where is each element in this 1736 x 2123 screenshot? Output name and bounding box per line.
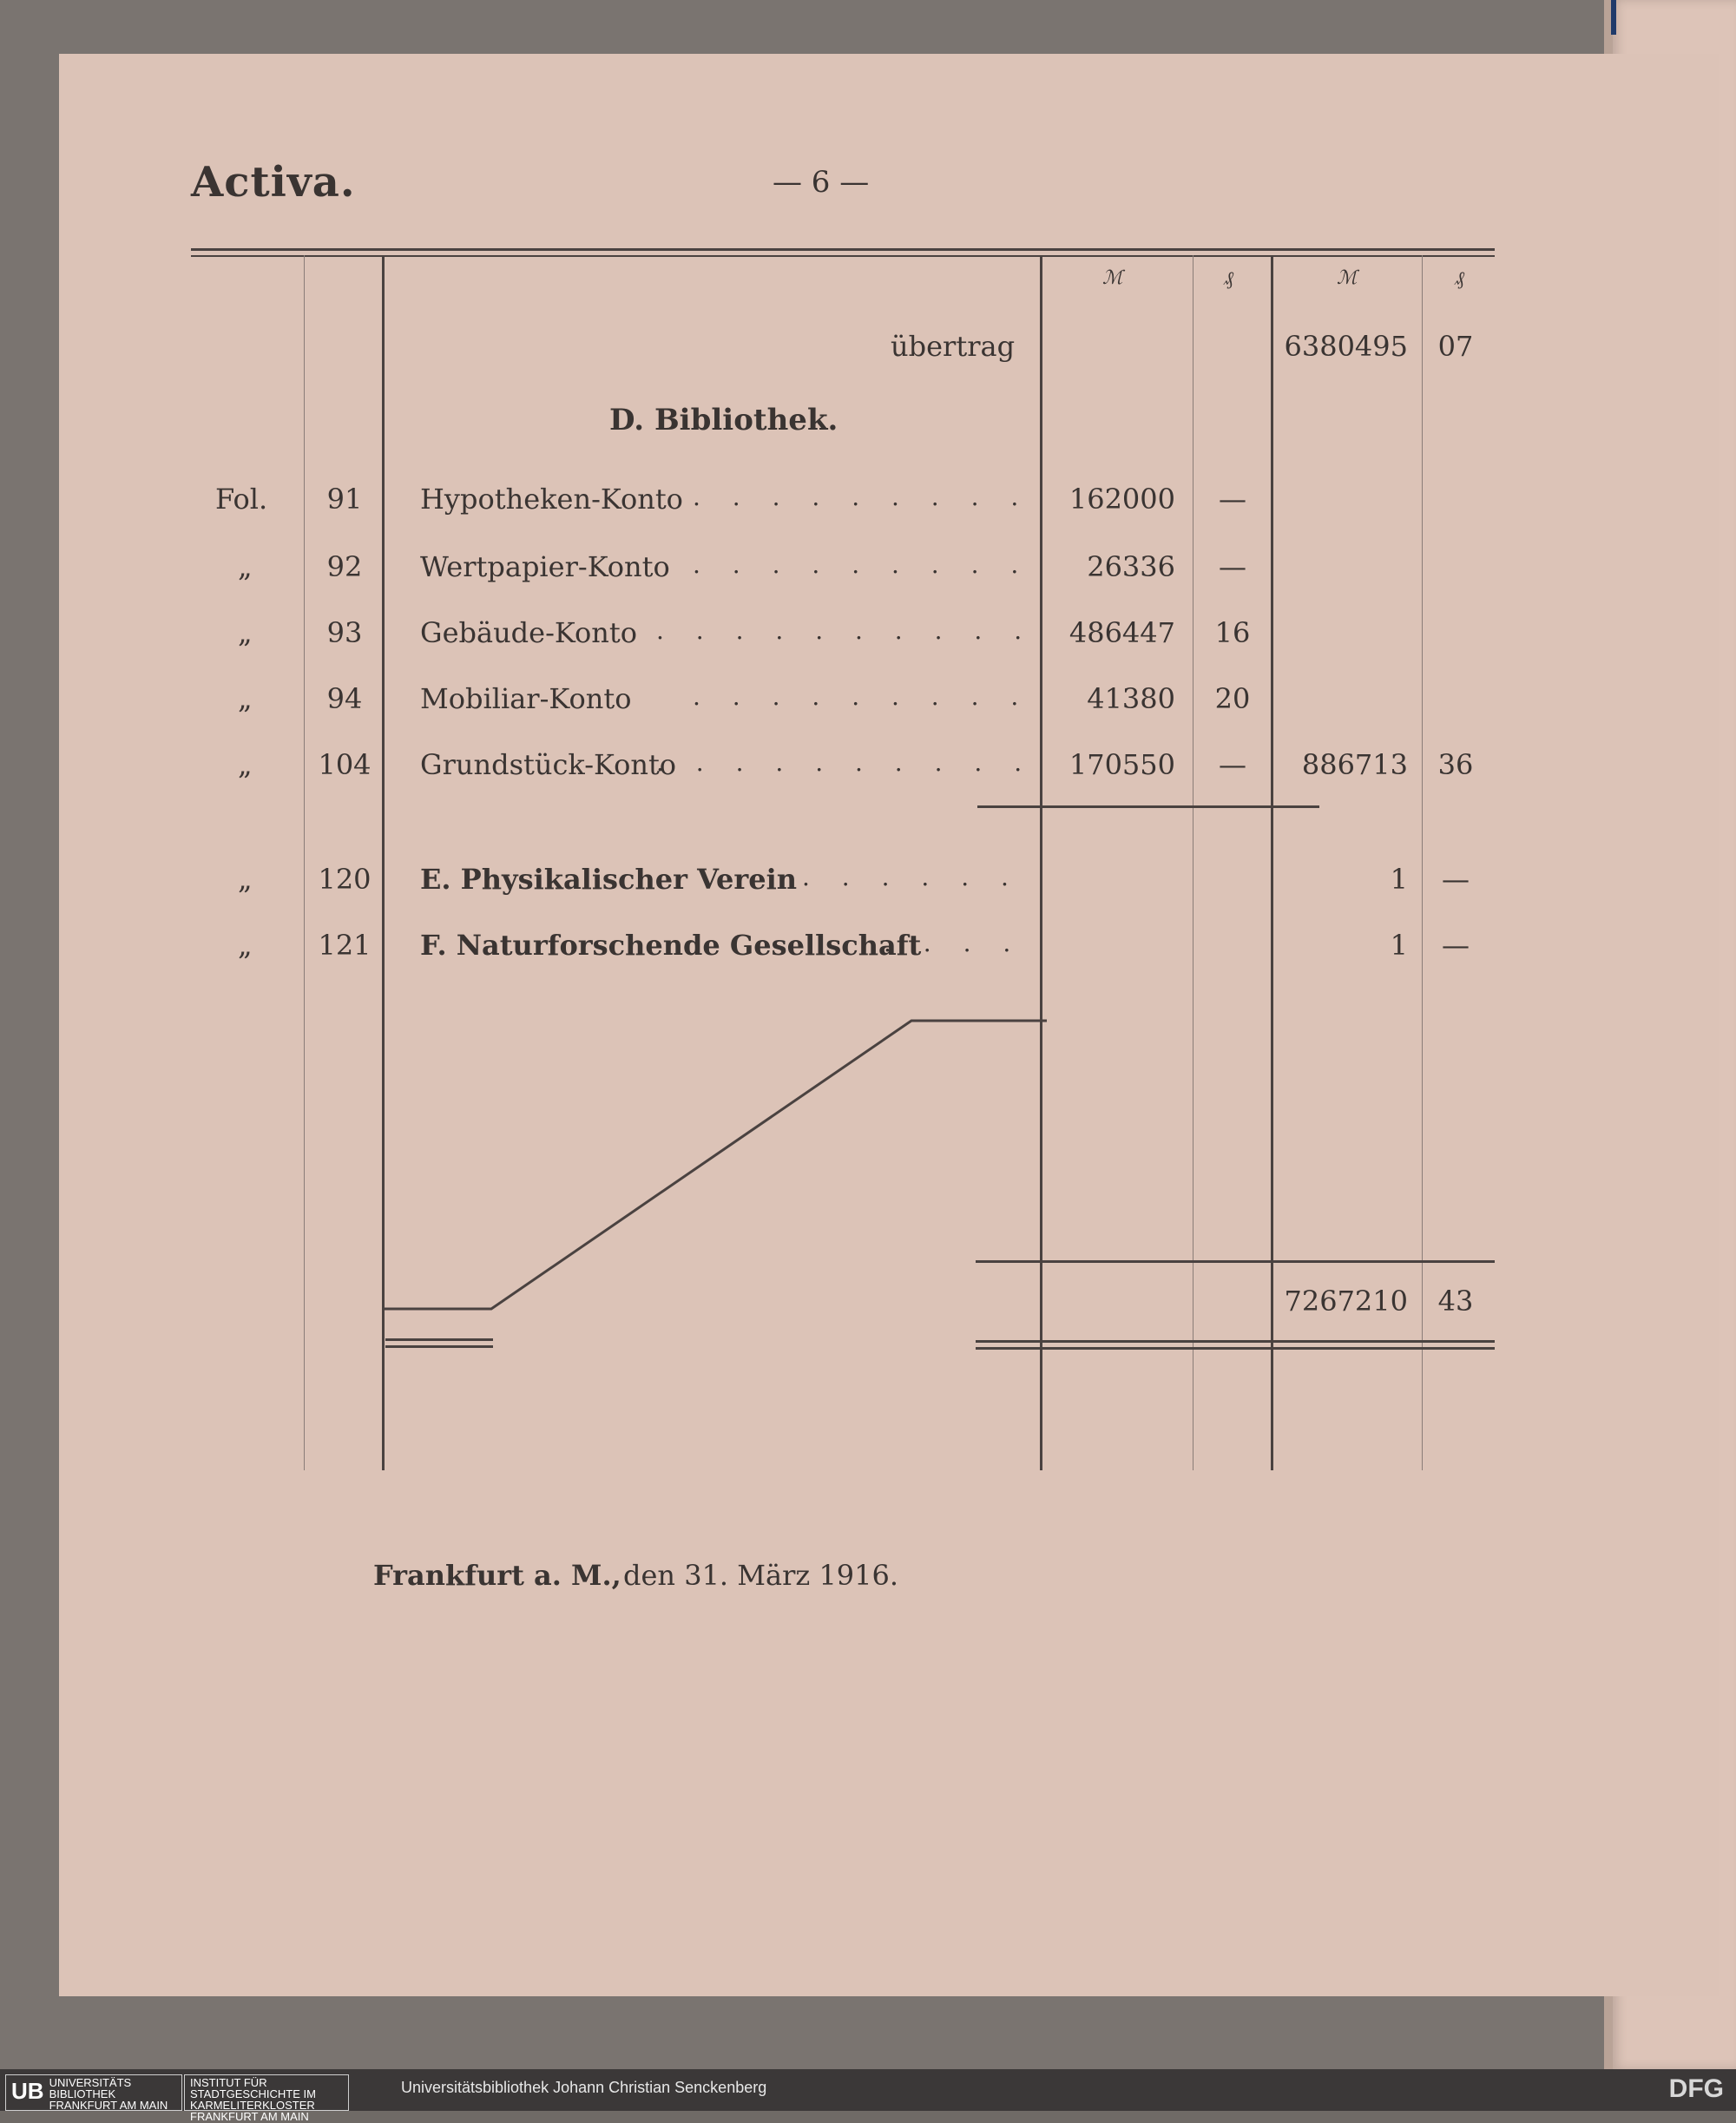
row-total-pf: —: [1442, 863, 1470, 896]
subtotal-rule: [977, 805, 1319, 808]
carry-label: übertrag: [891, 330, 1016, 363]
document-page: [59, 54, 1719, 1996]
left-double-rule-bottom: [385, 1345, 493, 1348]
row-fol: „: [238, 863, 253, 896]
total-pf-header: ₰: [1455, 268, 1464, 290]
row-total-mark: 1: [1390, 929, 1408, 962]
left-double-rule-top: [385, 1338, 493, 1341]
row-number: 93: [326, 616, 363, 649]
row-fol: „: [238, 616, 253, 649]
row-label: Gebäude-Konto: [420, 616, 637, 649]
section-d-title: D. Bibliothek.: [609, 403, 838, 437]
mark-header: ℳ: [1102, 267, 1123, 289]
row-label: Wertpapier-Konto: [420, 550, 670, 583]
dfg-logo: DFG: [1668, 2074, 1724, 2103]
total-rule: [976, 1260, 1495, 1263]
carry-mark: 6380495: [1284, 330, 1408, 363]
leader-dots: . . . . . . . . .: [693, 682, 1031, 711]
row-pf: —: [1219, 748, 1246, 781]
row-fol: „: [238, 682, 253, 715]
leader-dots: . . . . . .: [802, 863, 1021, 891]
ub-logo: [5, 2074, 182, 2111]
library-name: Universitätsbibliothek Johann Christian Senckenberg: [401, 2079, 767, 2096]
row-total-pf: —: [1442, 929, 1470, 962]
closing-date: den 31. März 1916.: [623, 1559, 899, 1592]
leader-dots: . . . . . . . . .: [693, 483, 1031, 511]
isg-logo-text: INSTITUT FÜR STADTGESCHICHTE IM KARMELITERKLOSTER FRANKFURT AM MAIN: [190, 2076, 316, 2123]
row-fol: „: [238, 929, 253, 962]
subtotal-pf: 36: [1437, 748, 1474, 781]
row-mark: 162000: [1069, 483, 1175, 516]
row-pf: —: [1219, 550, 1246, 583]
footer-bar: [0, 2069, 1736, 2123]
column-divider-fol: [304, 255, 305, 1470]
column-divider-total-pf: [1422, 255, 1423, 1470]
row-number: 94: [326, 682, 363, 715]
row-number: 121: [318, 929, 372, 962]
leader-dots: . . . . . . . . . .: [656, 616, 1035, 645]
leader-dots: . . . . . . . . .: [693, 550, 1031, 579]
column-divider-pf: [1193, 255, 1194, 1470]
row-label: Grundstück-Konto: [420, 748, 677, 781]
grand-total-mark: 7267210: [1284, 1285, 1408, 1318]
row-mark: 486447: [1069, 616, 1175, 649]
row-number: 104: [318, 748, 372, 781]
isg-logo: [184, 2074, 349, 2123]
double-rule-bottom: [976, 1347, 1495, 1350]
row-fol: „: [238, 748, 253, 781]
grand-total-pf: 43: [1437, 1285, 1474, 1318]
row-mark: 26336: [1087, 550, 1175, 583]
row-label-e: E. Physikalischer Verein: [420, 863, 797, 896]
row-number: 92: [326, 550, 363, 583]
row-label-f: F. Naturforschende Gesellschaft: [420, 929, 922, 962]
row-label: Hypotheken-Konto: [420, 483, 683, 516]
double-rule-top: [976, 1340, 1495, 1343]
top-rule: [191, 248, 1495, 251]
row-label: Mobiliar-Konto: [420, 682, 632, 715]
leader-dots: . . . .: [884, 929, 1023, 957]
row-fol: „: [238, 550, 253, 583]
page-heading: Activa.: [191, 158, 356, 207]
color-tab: [1611, 0, 1616, 35]
page-number: — 6 —: [773, 165, 870, 200]
ub-logo-mark: UB: [11, 2078, 44, 2104]
leader-dots: . . . . . . . . . .: [656, 748, 1035, 777]
carry-pf: 07: [1437, 330, 1474, 363]
row-number: 120: [318, 863, 372, 896]
row-pf: —: [1219, 483, 1246, 516]
row-number: 91: [326, 483, 363, 516]
closing-place: Frankfurt a. M.,: [373, 1559, 621, 1592]
row-mark: 41380: [1087, 682, 1175, 715]
column-divider-total: [1271, 255, 1273, 1470]
pf-header: ₰: [1224, 268, 1233, 290]
row-pf: 16: [1214, 616, 1251, 649]
row-pf: 20: [1214, 682, 1251, 715]
top-rule-second: [191, 255, 1495, 257]
row-mark: 170550: [1069, 748, 1175, 781]
subtotal-mark: 886713: [1301, 748, 1408, 781]
cancellation-stroke: [380, 967, 1109, 1331]
row-total-mark: 1: [1390, 863, 1408, 896]
total-mark-header: ℳ: [1337, 267, 1358, 289]
row-fol: Fol.: [215, 483, 268, 516]
ub-logo-text: UNIVERSITÄTS BIBLIOTHEK FRANKFURT AM MAIN: [49, 2076, 168, 2112]
